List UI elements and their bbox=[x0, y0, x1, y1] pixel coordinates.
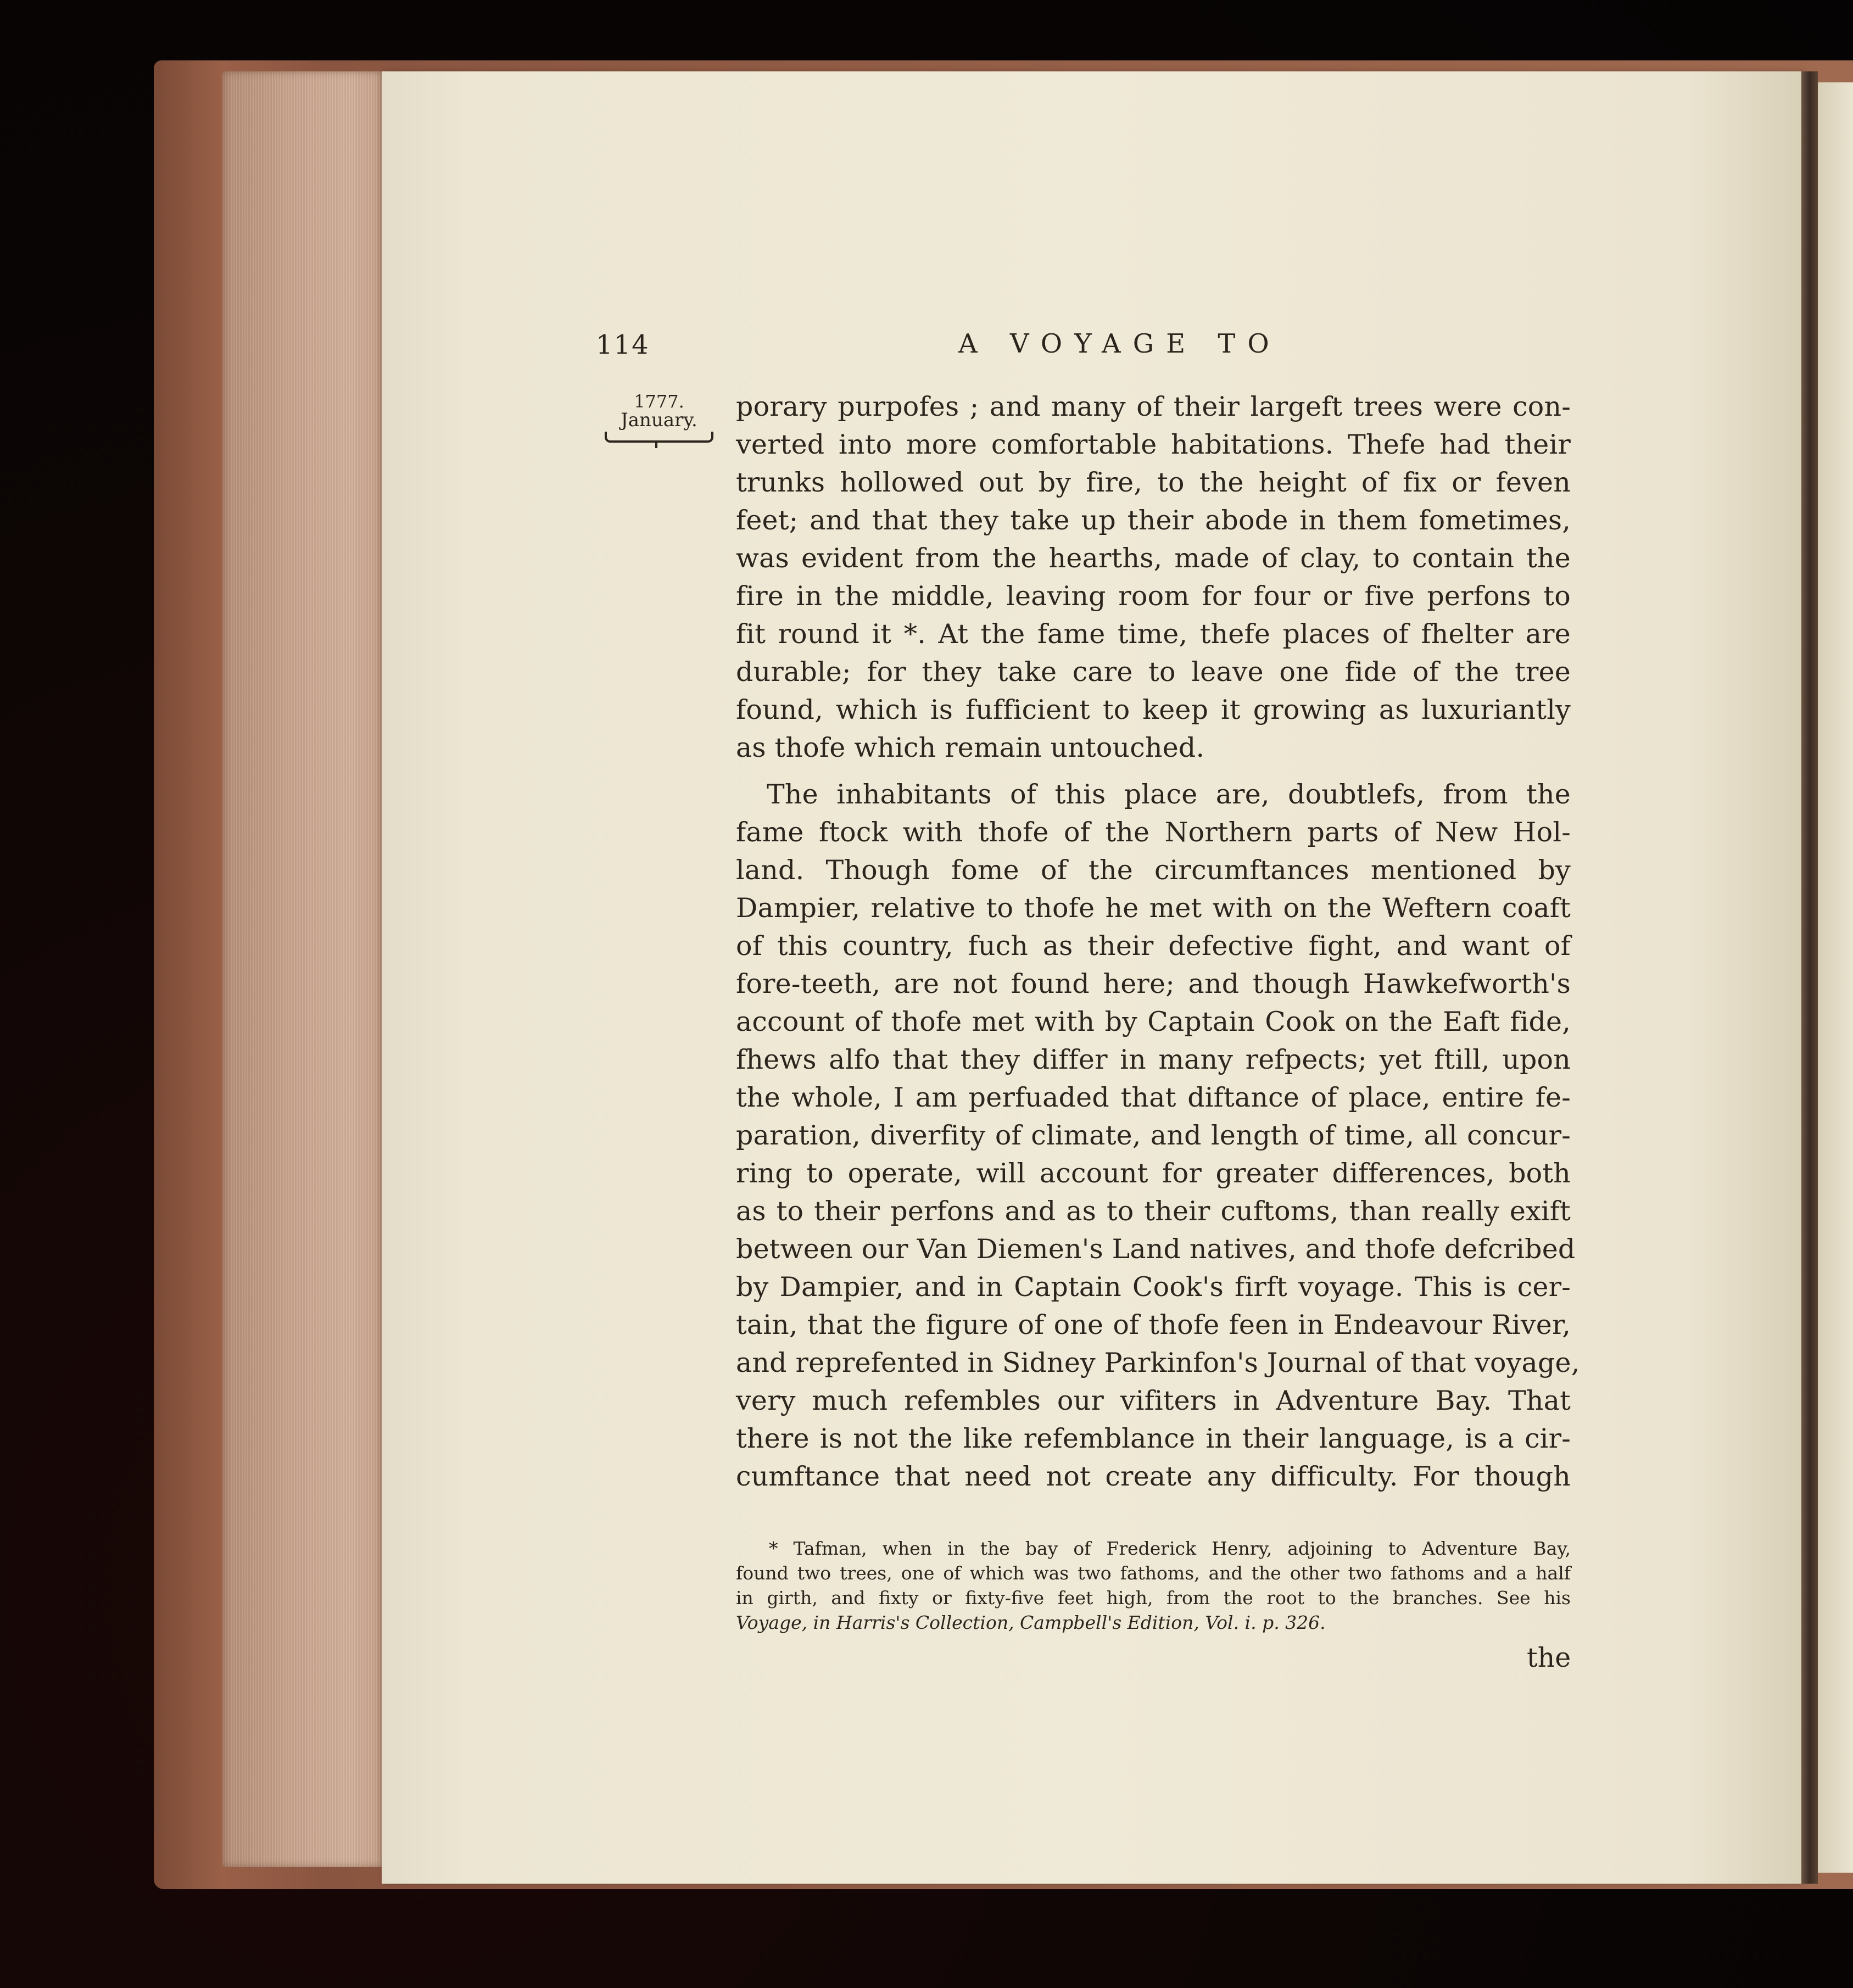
book-gutter bbox=[1801, 71, 1818, 1884]
body-line: fame ftock with thofe of the Northern parts of New Hol- bbox=[736, 817, 1571, 848]
body-line: account of thofe met with by Captain Cook on the Eaft fide, bbox=[736, 1006, 1571, 1037]
footnote-line: Voyage, in Harris's Collection, Campbell's Edition, Vol. i. p. 326. bbox=[736, 1612, 1326, 1633]
body-text bbox=[736, 388, 1580, 1495]
body-line: cumftance that need not create any difficulty. For though bbox=[736, 1461, 1571, 1492]
body-line: durable; for they take care to leave one fide of the tree bbox=[736, 656, 1571, 688]
paragraph-gap bbox=[736, 767, 1571, 775]
footnote-line: * Tafman, when in the bay of Frederick Henry, adjoining to Adventure Bay, bbox=[769, 1538, 1571, 1559]
body-line: The inhabitants of this place are, doubtlefs, from the bbox=[767, 779, 1571, 810]
catchword: the bbox=[1527, 1642, 1571, 1673]
body-line: of this country, fuch as their defective fight, and want of bbox=[736, 930, 1571, 962]
body-line: fhews alfo that they differ in many refpects; yet ftill, upon bbox=[736, 1044, 1571, 1075]
margin-note bbox=[604, 392, 714, 443]
body-line: very much refembles our vifiters in Adventure Bay. That bbox=[736, 1385, 1571, 1416]
body-line: found, which is fufficient to keep it growing as luxuriantly bbox=[736, 694, 1571, 725]
footnote-line: in girth, and fixty or fixty-five feet high, from the root to the branches. See his bbox=[736, 1587, 1571, 1609]
body-line: as thofe which remain untouched. bbox=[736, 732, 1205, 763]
body-line: by Dampier, and in Captain Cook's firft voyage. This is cer- bbox=[736, 1271, 1571, 1303]
body-line: porary purpofes ; and many of their largeft trees were con- bbox=[736, 391, 1571, 422]
body-line: was evident from the hearths, made of clay, to contain the bbox=[736, 543, 1571, 574]
body-line: fore-teeth, are not found here; and though Hawkefworth's bbox=[736, 968, 1571, 999]
body-line: there is not the like refemblance in their language, is a cir- bbox=[736, 1423, 1571, 1454]
body-line: verted into more comfortable habitations. Thefe had their bbox=[736, 429, 1571, 460]
margin-note-month: January. bbox=[621, 409, 697, 431]
page-edges bbox=[222, 71, 382, 1867]
brace-mark bbox=[605, 432, 713, 443]
body-line: fire in the middle, leaving room for four or five perfons to bbox=[736, 580, 1571, 612]
page-number: 114 bbox=[596, 330, 650, 360]
footnote-line: found two trees, one of which was two fathoms, and the other two fathoms and a half bbox=[736, 1562, 1571, 1584]
margin-note-year: 1777. bbox=[634, 391, 684, 412]
body-line: Dampier, relative to thofe he met with on the Weftern coaft bbox=[736, 892, 1571, 924]
body-line: between our Van Diemen's Land natives, and thofe defcribed bbox=[736, 1233, 1576, 1265]
body-line: ring to operate, will account for greater differences, both bbox=[736, 1158, 1571, 1189]
body-line: the whole, I am perfuaded that diftance of place, entire fe- bbox=[736, 1082, 1571, 1113]
body-line: trunks hollowed out by fire, to the height of fix or feven bbox=[736, 467, 1571, 498]
body-line: fit round it *. At the fame time, thefe places of fhelter are bbox=[736, 618, 1571, 650]
running-title: A VOYAGE TO bbox=[958, 328, 1281, 359]
body-line: and reprefented in Sidney Parkinfon's Journal of that voyage, bbox=[736, 1347, 1580, 1378]
body-line: as to their perfons and as to their cuftoms, than really exift bbox=[736, 1196, 1571, 1227]
footnote bbox=[736, 1536, 1571, 1635]
facing-page-edge bbox=[1818, 82, 1853, 1873]
body-line: land. Though fome of the circumftances mentioned by bbox=[736, 855, 1571, 886]
body-line: paration, diverfity of climate, and length of time, all concur- bbox=[736, 1120, 1571, 1151]
body-line: feet; and that they take up their abode in them fometimes, bbox=[736, 505, 1571, 536]
body-line: tain, that the figure of one of thofe feen in Endeavour River, bbox=[736, 1309, 1571, 1341]
